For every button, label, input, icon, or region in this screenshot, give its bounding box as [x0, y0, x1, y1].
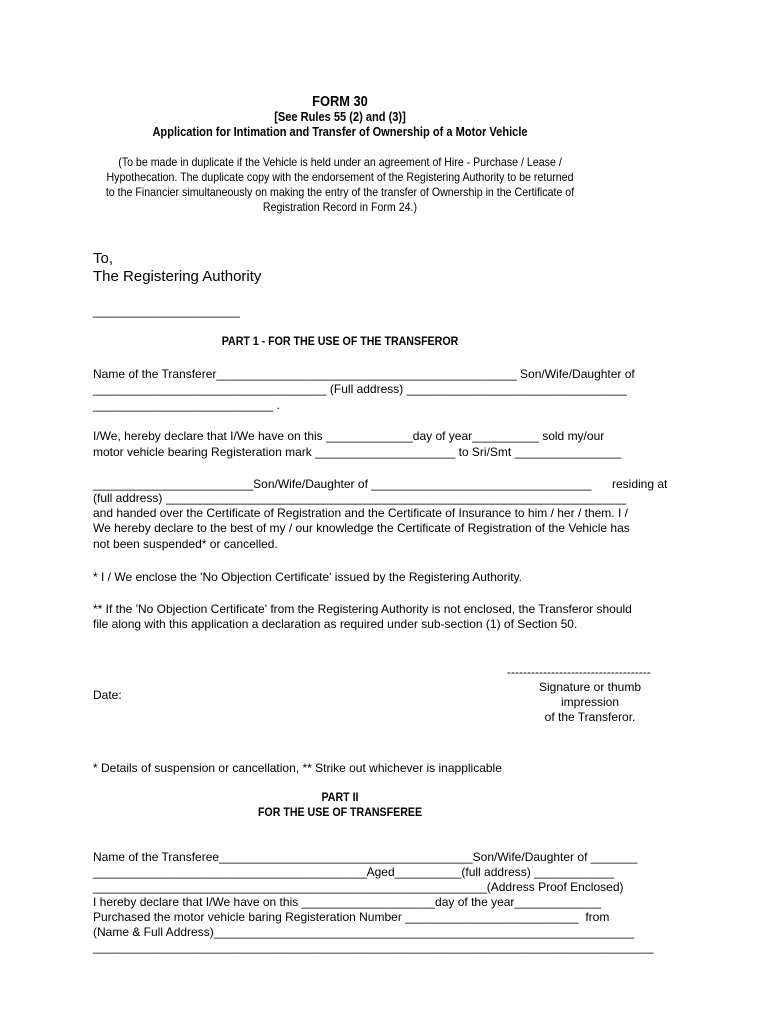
noc-not-enclosed-note: ** If the 'No Objection Certificate' from the Registering Authority is not enclosed, the Transferor should — [93, 602, 632, 616]
handover-line: (full address) _____________________________________________________________________ — [93, 491, 627, 505]
footnote: * Details of suspension or cancellation, ** Strike out whichever is inapplicable — [93, 761, 502, 775]
transferer-name-line: Name of the Transferer_____________________________________________ Son/Wife/Daughter of — [93, 367, 635, 381]
part2-heading: PART II — [321, 790, 359, 804]
note-line: Registration Record in Form 24.) — [262, 200, 418, 214]
transferee-line: Name of the Transferee______________________________________Son/Wife/Daughter of _______ — [93, 850, 638, 864]
form-title: Application for Intimation and Transfer of Ownership of a Motor Vehicle — [152, 125, 528, 139]
transferer-address-line: ___________________________ . — [93, 398, 280, 412]
noc-enclosed-note: * I / We enclose the 'No Objection Certificate' issued by the Registering Authority. — [93, 570, 523, 584]
salutation-to: To, — [93, 250, 114, 267]
sale-declaration-line: I/We, hereby declare that I/We have on this _____________day of year__________ sold my/our — [93, 429, 605, 443]
note-line: (To be made in duplicate if the Vehicle is held under an agreement of Hire - Purchase / Lease / — [118, 155, 562, 169]
transferee-line: ____________________________________________________________________________________ — [93, 940, 654, 954]
registering-authority: The Registering Authority — [93, 268, 262, 285]
transferee-line: Purchased the motor vehicle baring Registeration Number __________________________ from — [93, 910, 610, 924]
transferer-address-line: ___________________________________ (Full address) _________________________________ — [93, 382, 627, 396]
form-number: FORM 30 — [312, 94, 368, 110]
part2-subheading: FOR THE USE OF TRANSFEREE — [257, 805, 423, 819]
part1-heading: PART 1 - FOR THE USE OF THE TRANSFEROR — [221, 334, 459, 348]
transferee-line: _________________________________________Aged__________(full address) ____________ — [93, 865, 615, 879]
signature-line: ------------------------------------ — [507, 665, 651, 679]
signature-caption: impression — [560, 695, 620, 709]
handover-line: not been suspended* or cancelled. — [93, 537, 278, 551]
transferee-line: ___________________________________________________________(Address Proof Enclosed) — [93, 880, 624, 894]
noc-not-enclosed-note: file along with this application a declaration as required under sub-section (1) of Section 50. — [93, 617, 578, 631]
sale-declaration-line: motor vehicle bearing Registeration mark _____________________ to Sri/Smt ________________ — [93, 445, 622, 459]
date-label: Date: — [93, 688, 122, 702]
note-line: to the Financier simultaneously on making the entry of the transfer of Ownership in the Certificate of — [105, 185, 575, 199]
handover-line: We hereby declare to the best of my / our knowledge the Certificate of Registration of the Vehicle has — [93, 521, 630, 535]
note-line: Hypothecation. The duplicate copy with the endorsement of the Registering Authority to be returned — [106, 170, 574, 184]
transferee-relation-line: ________________________Son/Wife/Daughter of _________________________________ — [93, 477, 592, 491]
signature-caption: Signature or thumb — [538, 680, 642, 694]
handover-line: and handed over the Certificate of Registration and the Certificate of Insurance to him / her / them. I / — [93, 506, 628, 520]
rules-reference: [See Rules 55 (2) and (3)] — [274, 110, 406, 124]
transferee-line: (Name & Full Address)_______________________________________________________________ — [93, 925, 635, 939]
authority-blank: ______________________ — [93, 304, 240, 318]
residing-at-label: residing at — [612, 477, 668, 491]
signature-caption: of the Transferor. — [544, 710, 636, 724]
transferee-line: I hereby declare that I/We have on this ____________________day of the year_____________ — [93, 895, 602, 909]
